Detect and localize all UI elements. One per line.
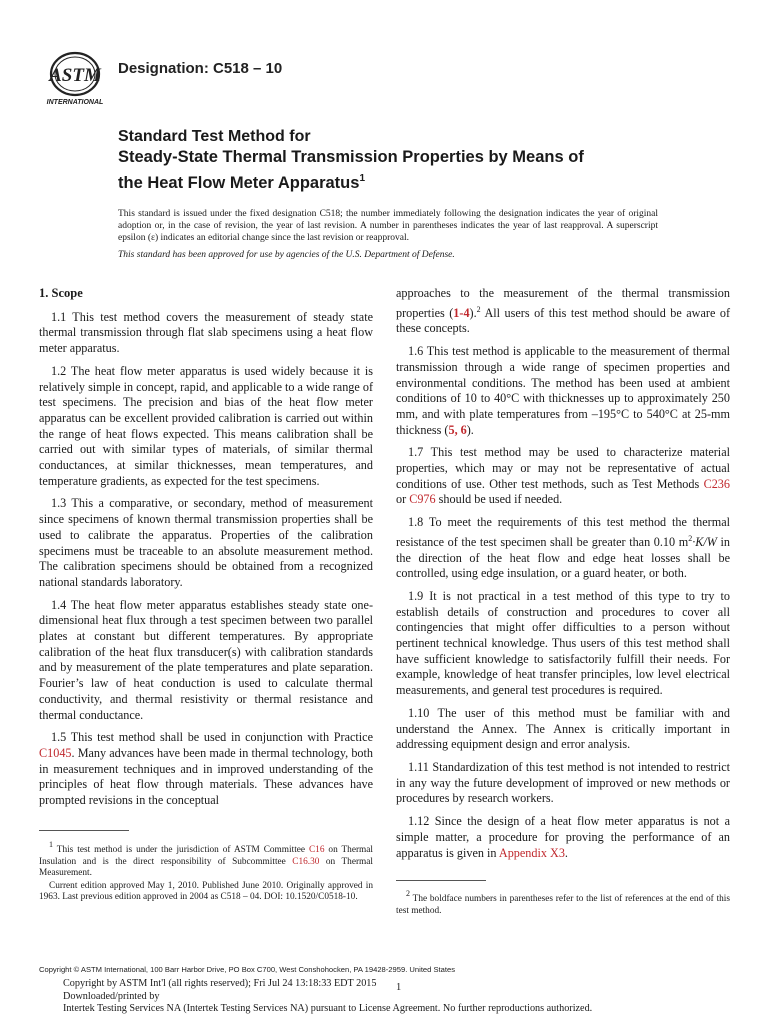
issuance-note: This standard is issued under the fixed designation C518; the number immediately following the designation indicates the year of original adoption or, in the case of revision, the year of last revision. A number in parentheses indicates the year of last reapproval. A superscript epsilon (ε) indicates an editorial change since the last revision or reapproval. [118,209,658,243]
link-c236[interactable]: C236 [703,476,730,491]
link-c16[interactable]: C16 [308,845,325,855]
paragraph-1-8-text-a: 1.8 To meet the requirements of this test method the thermal resistance of the test specimen shall be greater than 0.10 m [396,515,730,549]
logo-subtext: INTERNATIONAL [46,99,104,106]
print-notice-line-1: Copyright by ASTM Int'l (all rights reserved); Fri Jul 24 13:18:33 EDT 2015 [63,978,377,989]
link-c976[interactable]: C976 [409,492,436,507]
paragraph-1-8-unit: ·K/W [692,534,717,549]
footnote-1-text-b: on Thermal Insulation and is the direct responsibility of Subcommittee [39,845,373,867]
title-footnote-mark[interactable]: 1 [359,173,365,184]
link-c16-30[interactable]: C16.30 [292,856,320,867]
section-heading-scope: 1. Scope [39,286,83,300]
link-c1045[interactable]: C1045 [39,745,72,760]
title-line-1: Standard Test Method for [118,128,311,145]
footnote-1-text [39,839,373,880]
footnote-1-edition: Current edition approved May 1, 2010. Published June 2010. Originally approved in 1963. Last previous edition approved in 2004 as C518 – 04. DOI: 10.1520/C0518-10. [39,880,373,902]
page-number: 1 [396,982,402,993]
link-appendix-x3[interactable]: Appendix X3 [498,845,565,860]
paragraph-1-9: 1.9 It is not practical in a test method of this type to try to establish details of construction and procedures to cover all contingencies that might offer difficulties to a person without pertinent technical knowledge. Thus users of this test method shall have sufficient knowledge to satisfactorily fulfill their needs. For example, knowledge of heat transfer principles, low level electrical measurements, and general test procedures is required. [396,588,730,698]
astm-logo-icon [42,48,112,106]
paragraph-1-5-text-b: . Many advances have been made in thermal technology, both in measurement techniques and in improved understanding of the principles of heat flow through materials. These advances have prompted revisions in the conceptual [39,745,373,808]
paragraph-1-6-text-b: ). [466,422,474,437]
paragraph-1-12-text-a: 1.12 Since the design of a heat flow meter apparatus is not a simple matter, a procedure for proving the performance of an apparatus is given in [396,814,730,860]
title-line-3-text: the Heat Flow Meter Apparatus [118,174,360,192]
footnote-1-text-a: This test method is under the jurisdiction of ASTM Committee [53,845,309,855]
footnote-rule-right [396,880,486,881]
left-column [39,286,373,816]
print-notice-line-2: Downloaded/printed by [63,990,160,1002]
designation: Designation: C518 – 10 [118,60,283,77]
paragraph-1-11: 1.11 Standardization of this test method is not intended to restrict in any way the future development of improved or new methods or procedures by research workers. [396,759,730,806]
paragraph-1-2: 1.2 The heat flow meter apparatus is used widely because it is relatively simple in concept, rapid, and applicable to a wide range of test specimens. The precision and bias of the heat flow meter apparatus can be excellent provided calibration is carried out within the range of heat flows expected. This means calibration shall be carried out with similar types of materials, of similar thermal conductances, at similar thicknesses, mean temperatures, and temperature gradients, as expected for the test specimens. [39,363,374,488]
astm-logo [42,48,112,106]
footnote-2-body: The boldface numbers in parentheses refer to the list of references at the end of this test method. [396,894,730,916]
paragraph-1-8 [396,515,730,582]
paragraph-1-3: 1.3 This a comparative, or secondary, method of measurement since specimens of known thermal transmission properties shall be used to calibrate the apparatus. Properties of the calibration specimens must be traceable to an absolute measurement method. The calibration specimens should be obtained from a recognized national standards laboratory. [39,496,373,589]
footnote-2-mark-inline[interactable]: 2 [476,304,481,314]
footnote-1-text-c: on Thermal Measurement. [39,856,373,878]
paragraph-1-7-or: or [396,492,410,507]
paragraph-1-10: 1.10 The user of this method must be familiar with and understand the Annex. The Annex is critically important in addressing equipment design and error analysis. [396,705,730,752]
paragraph-1-6-text-a: 1.6 This test method is applicable to the measurement of thermal transmission through a wide range of specimen properties and environmental conditions. The method has been used at ambient conditions of 10 to 40°C with thicknesses up to approximately 250 mm, and with plate temperatures from –195°C to 540°C at 25-mm thickness ( [396,344,730,437]
paragraph-1-5-continued [396,286,730,337]
paragraph-1-5-text-d: ). [469,305,477,320]
link-refs-1-4[interactable]: 1-4 [453,305,470,320]
footnote-2-text [396,888,730,917]
footnote-1 [39,839,373,905]
footnote-1-mark: 1 [49,840,53,849]
paragraph-1-7-text-a: 1.7 This test method may be used to characterize material properties, which may or may not be representative of actual conditions of use. Other test methods, such as Test Methods [396,445,730,491]
print-notice-line-3: Intertek Testing Services NA (Intertek Testing Services NA) pursuant to License Agreement. No further reproductions authorized. [63,1003,593,1014]
paragraph-1-7 [396,445,730,508]
paragraph-1-5-text-c: approaches to the measurement of the thermal transmission properties ( [396,286,730,320]
paragraph-1-1: 1.1 This test method covers the measurement of steady state thermal transmission through flat slab specimens using a heat flow meter apparatus. [39,309,373,356]
paragraph-1-4: 1.4 The heat flow meter apparatus establishes steady state one-dimensional heat flux through a test specimen between two parallel plates at constant but different temperatures. By appropriate calibration of the heat flux transducer(s) with calibration standards and by measurement of the plate temperatures and plate separation. Fourier’s law of heat conduction is used to calculate thermal conductivity, and thermal resistivity or thermal resistance and thermal conductance. [39,597,373,722]
paragraph-1-5 [39,730,373,809]
paragraph-1-5-text-e: All users of this test method should be aware of these concepts. [396,305,731,336]
link-refs-5-6[interactable]: 5, 6 [448,422,467,437]
copyright-line: Copyright © ASTM International, 100 Barr Harbor Drive, PO Box C700, West Conshohocken, PA 19428-2959. United States [39,965,456,974]
paragraph-1-12-text-b: . [564,845,568,860]
paragraph-1-8-text-b: in the direction of the heat flow and edge heat losses shall be controlled, using edge insulation, or a guard heater, or both. [396,534,730,581]
title-line-3 [118,168,678,194]
title-line-2: Steady-State Thermal Transmission Properties by Means of [118,148,584,166]
standard-title [118,127,678,194]
paragraph-1-5-text-a: 1.5 This test method shall be used in conjunction with Practice [51,730,373,745]
paragraph-1-7-text-b: should be used if needed. [435,492,563,507]
print-notice [63,978,592,1016]
footnote-rule-left [39,830,129,831]
approval-note: This standard has been approved for use by agencies of the U.S. Department of Defense. [118,250,455,260]
paragraph-1-8-superscript: 2 [688,533,693,543]
right-column [396,286,730,868]
footnote-2 [396,888,730,918]
paragraph-1-12 [396,814,730,861]
paragraph-1-6 [396,344,730,438]
footnote-2-mark: 2 [406,889,410,898]
logo-letters: ASTM [49,65,101,86]
